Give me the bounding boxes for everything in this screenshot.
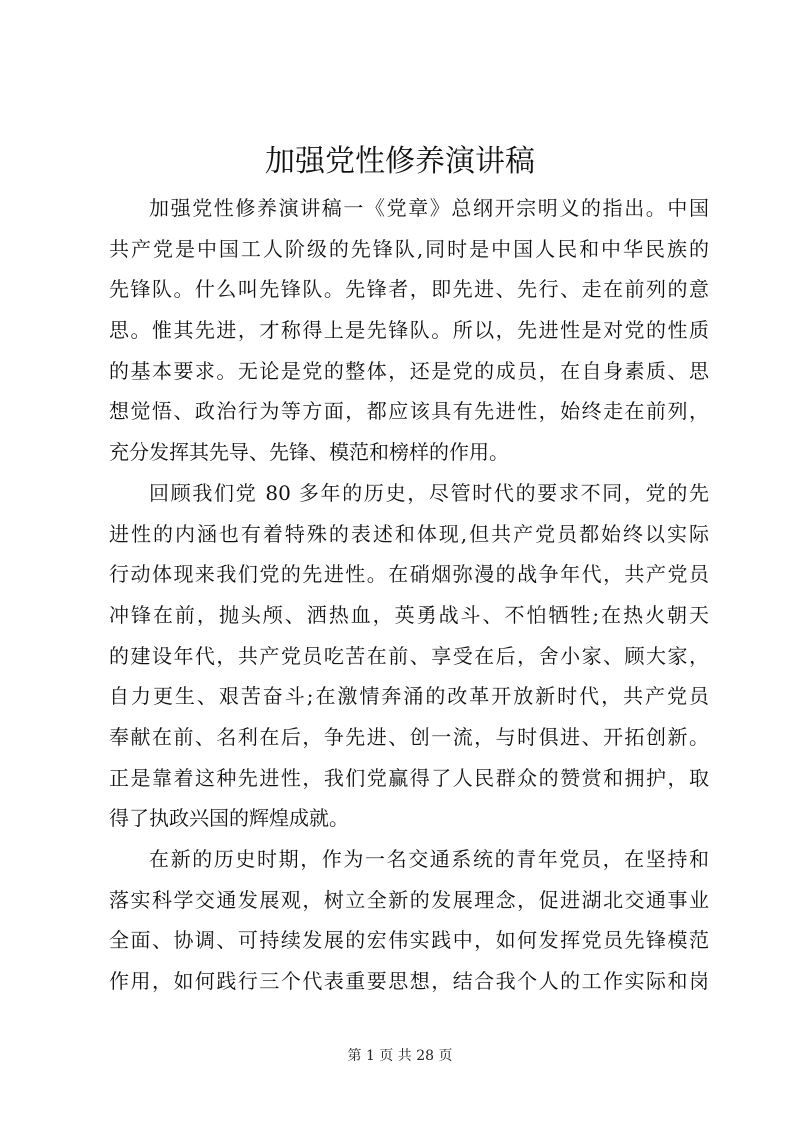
paragraph-1-line-3: 先锋队。什么叫先锋队。先锋者，即先进、先行、走在前列的意 [109, 277, 709, 302]
paragraph-1 [109, 188, 709, 473]
paragraph-2-line-9: 得了执政兴国的辉煌成就。 [109, 806, 349, 831]
page-number-footer: 第 1 页 共 28 页 [347, 1048, 453, 1064]
paragraph-3-line-1: 在新的历史时期，作为一名交通系统的青年党员，在坚持和 [149, 847, 709, 871]
document-body [109, 188, 709, 1002]
document-title: 加强党性修养演讲稿 [265, 144, 535, 179]
paragraph-1-line-2: 共产党是中国工人阶级的先锋队,同时是中国人民和中华民族的 [109, 236, 709, 261]
paragraph-2-line-7: 奉献在前、名利在后，争先进、创一流，与时俱进、开拓创新。 [109, 724, 709, 749]
paragraph-1-line-4: 思。惟其先进，才称得上是先锋队。所以，先进性是对党的性质 [109, 318, 709, 343]
paragraph-2-line-8: 正是靠着这种先进性，我们党赢得了人民群众的赞赏和拥护，取 [109, 765, 709, 790]
paragraph-2-line-5: 的建设年代，共产党员吃苦在前、享受在后，舍小家、顾大家， [109, 643, 709, 668]
paragraph-2 [109, 473, 709, 839]
paragraph-3-line-3: 全面、协调、可持续发展的宏伟实践中，如何发挥党员先锋模范 [109, 928, 709, 953]
paragraph-2-line-1: 回顾我们党 80 多年的历史，尽管时代的要求不同，党的先 [149, 480, 709, 505]
paragraph-1-line-5: 的基本要求。无论是党的整体，还是党的成员，在自身素质、思 [109, 358, 709, 383]
paragraph-1-line-7: 充分发挥其先导、先锋、模范和榜样的作用。 [109, 440, 509, 465]
paragraph-3-line-2: 落实科学交通发展观，树立全新的发展理念，促进湖北交通事业 [109, 887, 709, 912]
paragraph-2-line-2: 进性的内涵也有着特殊的表述和体现,但共产党员都始终以实际 [109, 521, 709, 546]
paragraph-3 [109, 839, 709, 1002]
paragraph-1-line-6: 想觉悟、政治行为等方面，都应该具有先进性，始终走在前列， [109, 399, 709, 424]
paragraph-3-line-4: 作用，如何践行三个代表重要思想，结合我个人的工作实际和岗 [109, 969, 709, 994]
paragraph-2-line-3: 行动体现来我们党的先进性。在硝烟弥漫的战争年代，共产党员 [109, 562, 709, 587]
paragraph-1-line-1: 加强党性修养演讲稿一《党章》总纲开宗明义的指出。中国 [149, 196, 709, 220]
paragraph-2-line-6: 自力更生、艰苦奋斗;在激情奔涌的改革开放新时代，共产党员 [109, 684, 709, 709]
paragraph-2-line-4: 冲锋在前，抛头颅、洒热血，英勇战斗、不怕牺牲;在热火朝天 [109, 602, 709, 627]
